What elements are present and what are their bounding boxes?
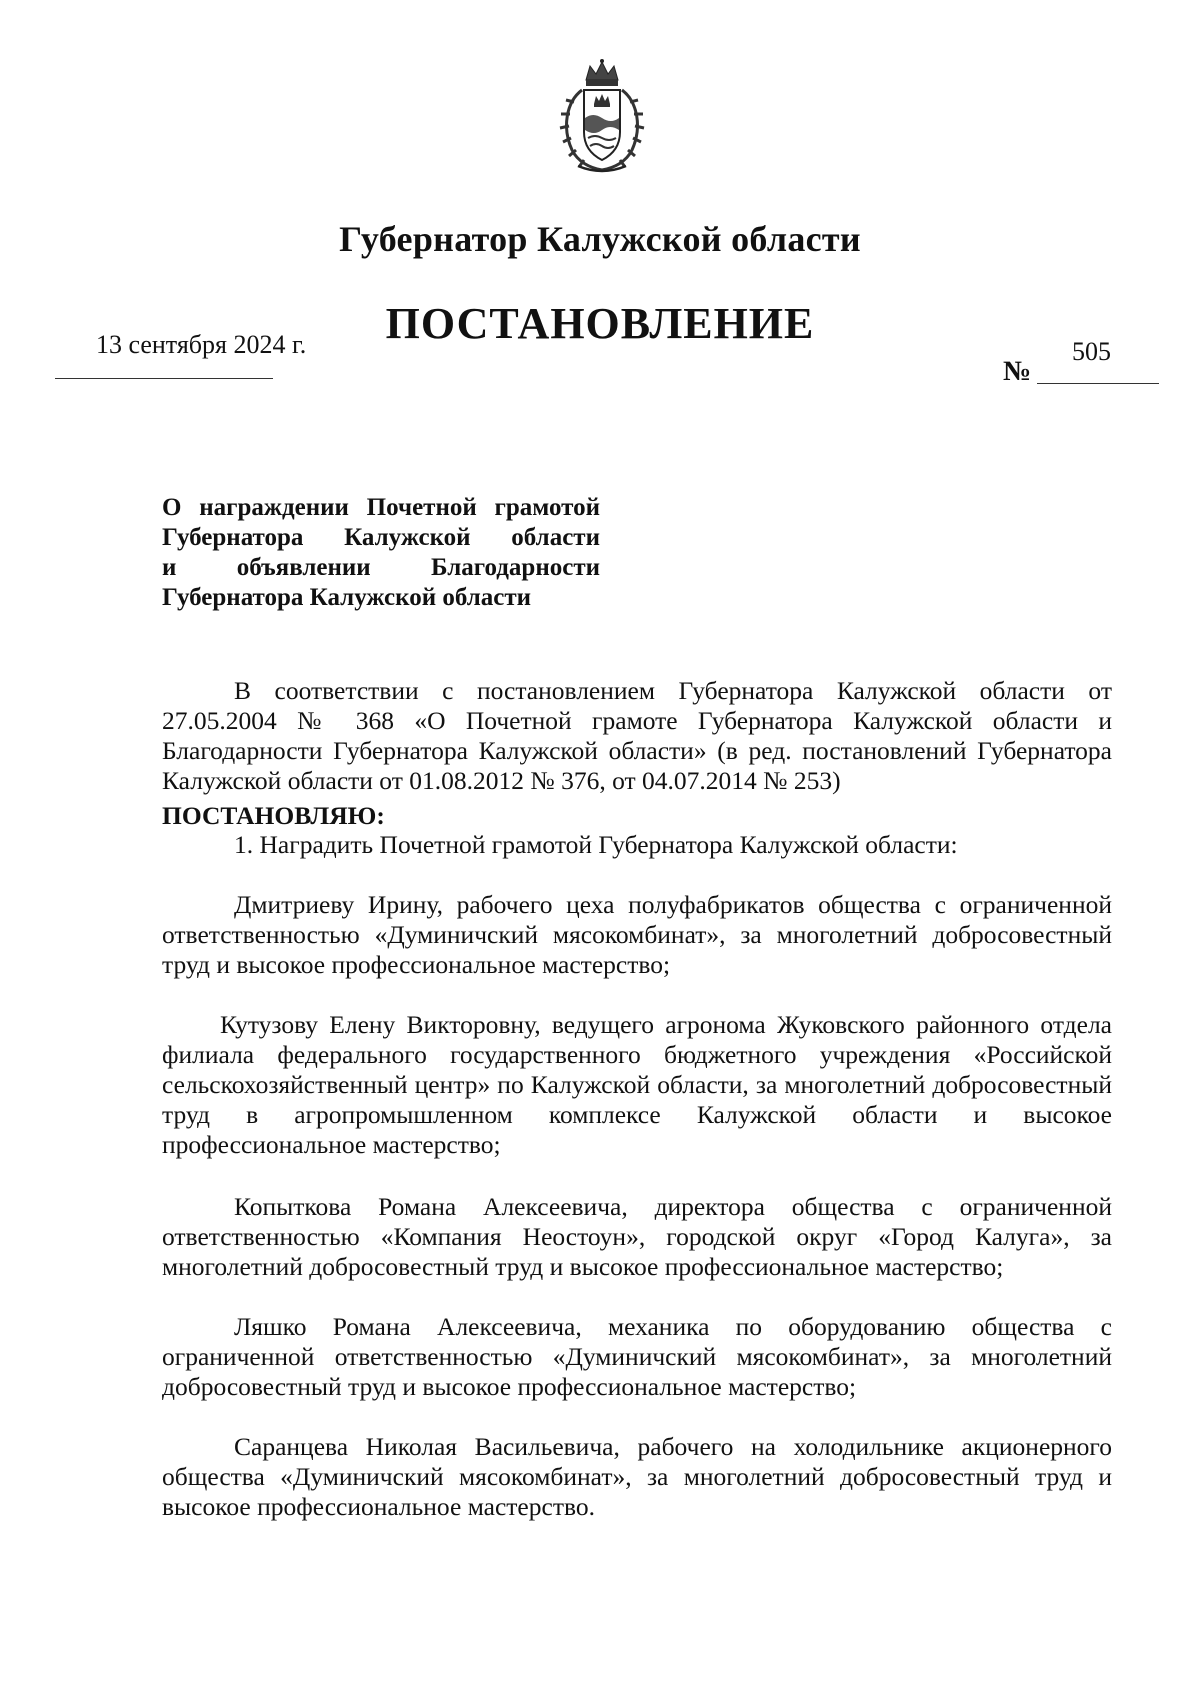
subject-line: Губернатора Калужской области xyxy=(162,524,600,551)
subject-line: Губернатора Калужской области xyxy=(162,584,532,611)
award-text: Дмитриеву Ирину, рабочего цеха полуфабрикатов общества с ограниченной ответственностью «Думиничский мясокомбинат», за многолетний добросовестный труд и высокое профессиональное мастерство; xyxy=(162,890,1112,979)
award-paragraph xyxy=(162,890,1112,980)
date-underline xyxy=(55,378,273,379)
subject-line: О награждении Почетной грамотой xyxy=(162,494,600,521)
document-number: 505 xyxy=(1072,337,1111,366)
award-text: Ляшко Романа Алексеевича, механика по оборудованию общества с ограниченной ответственностью «Думиничский мясокомбинат», за многолетний добросовестный труд и высокое профессиональное мастерство; xyxy=(162,1312,1112,1401)
subject-line: и объявлении Благодарности xyxy=(162,554,600,581)
decree-word xyxy=(162,801,1112,831)
coat-of-arms-icon xyxy=(552,58,652,176)
document-date: 13 сентября 2024 г. xyxy=(96,330,307,359)
number-underline xyxy=(1037,383,1159,384)
document-type-title: ПОСТАНОВЛЕНИЕ xyxy=(385,299,815,348)
award-paragraph xyxy=(162,1432,1112,1522)
award-paragraph xyxy=(162,1010,1112,1160)
award-text: Копыткова Романа Алексеевича, директора общества с ограниченной ответственностью «Компания Неостоун», городской округ «Город Калуга», за многолетний добросовестный труд и высокое профессиональное мастерство; xyxy=(162,1192,1112,1281)
organization-title: Губернатор Калужской области xyxy=(339,219,861,259)
preamble-paragraph xyxy=(162,676,1112,796)
award-text: Саранцева Николая Васильевича, рабочего на холодильнике акционерного общества «Думиничский мясокомбинат», за многолетний добросовестный труд и высокое профессиональное мастерство. xyxy=(162,1432,1112,1521)
number-sign: № xyxy=(1003,356,1032,387)
award-text: Кутузову Елену Викторовну, ведущего агронома Жуковского районного отдела филиала федерального государственного бюджетного учреждения «Российской сельскохозяйственный центр» по Калужской области, за многолетний добросовестный труд в агропромышленном комплексе Калужской области и высокое профессиональное мастерство; xyxy=(162,1010,1112,1159)
item-1-heading xyxy=(162,830,1112,860)
award-paragraph xyxy=(162,1192,1112,1282)
preamble-text: В соответствии с постановлением Губернатора Калужской области от 27.05.2004 № 368 «О Почетной грамоте Губернатора Калужской области и Благодарности Губернатора Калужской области» (в ред. постановлений Губернатора Калужской области от 01.08.2012 № 376, от 04.07.2014 № 253) xyxy=(162,676,1112,795)
decree-text: ПОСТАНОВЛЯЮ: xyxy=(162,801,385,830)
item-1-text: 1. Наградить Почетной грамотой Губернатора Калужской области: xyxy=(234,830,958,859)
document-subject xyxy=(162,493,600,613)
award-paragraph xyxy=(162,1312,1112,1402)
